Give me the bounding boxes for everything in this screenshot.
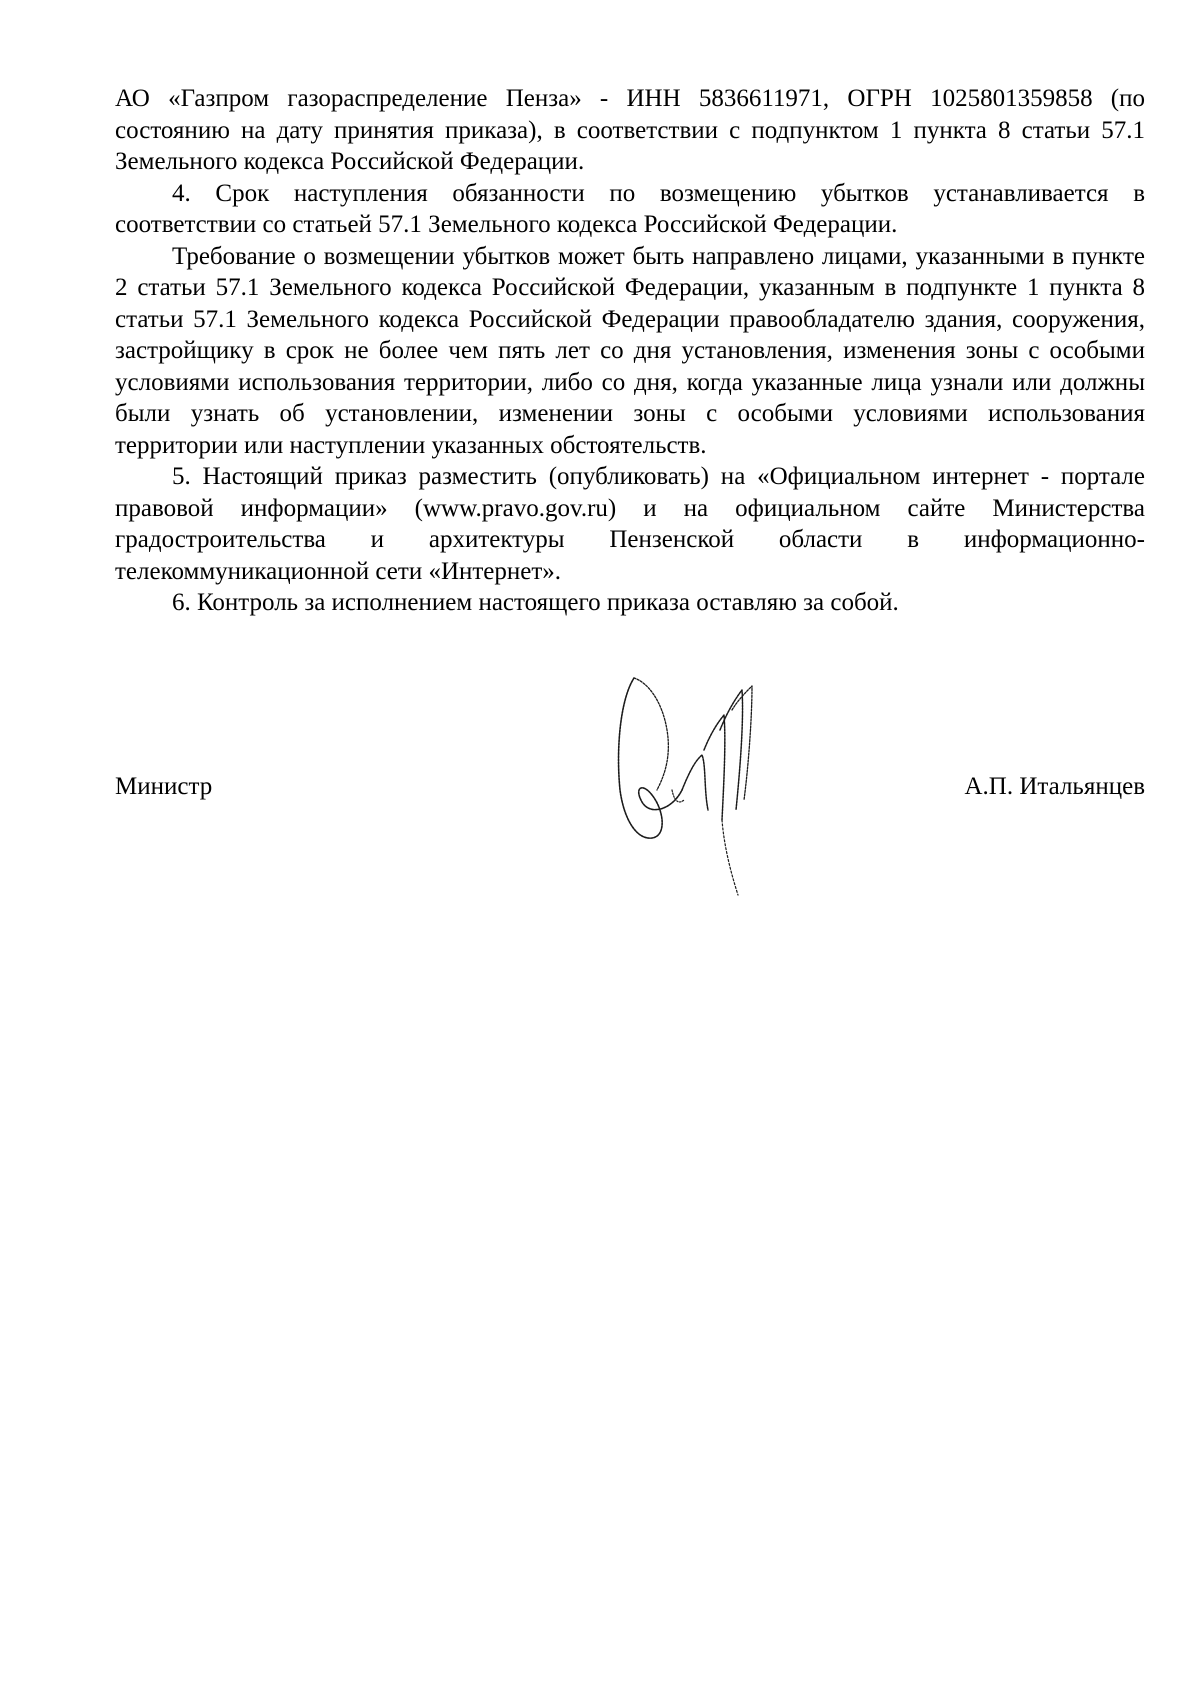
handwritten-signature xyxy=(612,670,792,910)
paragraph-organization: АО «Газпром газораспределение Пенза» - ИНН 5836611971, ОГРН 1025801359858 (по состоянию на дату принятия приказа), в соответствии с подпунктом 1 пункта 8 статьи 57.1 Земельного кодекса Российской Федерации. xyxy=(115,85,1145,175)
signer-name: А.П. Итальянцев xyxy=(964,773,1145,800)
paragraph-item-4: 4. Срок наступления обязанности по возмещению убытков устанавливается в соответствии со статьей 57.1 Земельного кодекса Российской Федерации. xyxy=(115,179,1145,238)
paragraph-item-6: 6. Контроль за исполнением настоящего приказа оставляю за собой. xyxy=(172,589,899,616)
signer-position: Министр xyxy=(115,773,213,800)
paragraph-item-5: 5. Настоящий приказ разместить (опубликовать) на «Официальном интернет - портале правовой информации» (www.pravo.gov.ru) и на официальном сайте Министерства градостроительства и архитектуры Пензенской области в информационно-телекоммуникационной сети «Интернет». xyxy=(115,463,1145,585)
document-body xyxy=(115,83,1145,619)
paragraph-damages-claim: Требование о возмещении убытков может быть направлено лицами, указанными в пункте 2 статьи 57.1 Земельного кодекса Российской Федерации, указанным в подпункте 1 пункта 8 статьи 57.1 Земельного кодекса Российской Федерации правообладателю здания, сооружения, застройщику в срок не более чем пять лет со дня установления, изменения зоны с особыми условиями использования территории, либо со дня, когда указанные лица узнали или должны были узнать об установлении, изменении зоны с особыми условиями использования территории или наступлении указанных обстоятельств. xyxy=(115,242,1145,459)
